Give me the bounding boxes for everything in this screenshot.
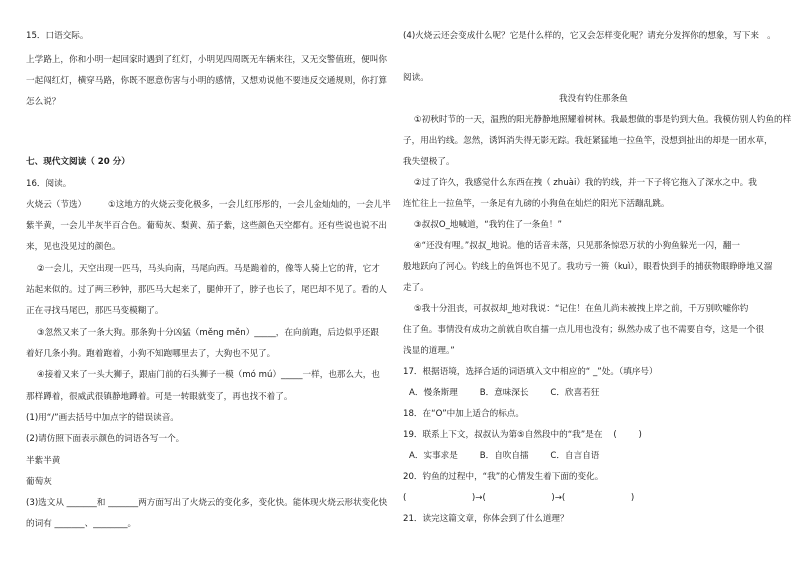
- section-7-title: 七、现代文阅读（ 20 分）: [26, 157, 130, 167]
- question-19: 19．联系上下文，叔叔认为第⑤自然段中的“我”是在 ( ): [403, 430, 642, 440]
- story-line: ④接着又来了一头大狮子，跟庙门前的石头狮子一模（mó mú）_____一样，也那么大，也: [26, 370, 380, 380]
- passage-line: ⑤我十分沮丧，可叔叔却_地对我说：“记住！在鱼儿尚未被拽上岸之前，千万别吹嘘你钓: [403, 304, 749, 314]
- sub-question: (2)请仿照下面表示颜色的词语各写一个。: [26, 434, 185, 444]
- story-line: ②一会儿，天空出现一匹马，马头向南，马尾向西。马是跪着的，像等人骑上它的背，它才: [26, 264, 380, 274]
- passage-line: ④“还没有哩。”叔叔_地说。他的话音未落，只见那条惊恐万状的小狗鱼躲光一闪，翻一: [403, 241, 740, 251]
- q16-subquestion-4: (4)火烧云还会变成什么呢？它是什么样的，它又会怎样变化呢？请充分发挥你的想象，写下来 。: [403, 31, 776, 41]
- color-word-example: 半紫半黄: [26, 456, 61, 466]
- passage-line: 我失望极了。: [403, 157, 455, 167]
- passage-line: 子，用出钓线。忽然，诱饵消失得无影无踪。我赶紧猛地一拉鱼竿，没想到扯出的却是一团水草，: [403, 136, 773, 146]
- q15-paragraph-line: 一起闯红灯，横穿马路，你既不愿意伤害与小明的感情，又想劝说他不要违反交通规则，你打算: [26, 76, 387, 86]
- passage-line: 般地跃向了河心。钓线上的鱼饵也不见了。我功亏一篑（kuì），眼看快到手的捕获物眼睁睁地又溜: [403, 262, 773, 272]
- question-18: 18．在“O”中加上适合的标点。: [403, 409, 524, 419]
- passage-line: ②过了许久，我感觉什么东西在拽（ zhuài）我的钓线，并一下子将它拖入了深水之中。我: [403, 178, 757, 188]
- color-word-example: 葡萄灰: [26, 477, 52, 487]
- question-17: 17．根据语境，选择合适的词语填入文中相应的“ _”处。（填序号）: [403, 367, 658, 377]
- passage-line: 走了。: [403, 283, 429, 293]
- passage-line: 浅显的道理。”: [403, 346, 455, 356]
- sub-question: 的词有 _______、________。: [26, 519, 137, 529]
- story-line: ③忽然又来了一条大狗。那条狗十分凶猛（měng měn）_____，在向前跑，后边似乎还跟: [26, 328, 379, 338]
- story-line: 那样蹲着，很威武很镇静地蹲着。可是一转眼就变了，再也找不着了。: [26, 392, 293, 402]
- q20-answer-blanks: ( )→( )→( ): [403, 493, 635, 503]
- story-line: 紫半黄，一会儿半灰半百合色。葡萄灰、梨黄、茄子紫，这些颜色天空都有。还有些说也说不出: [26, 221, 387, 231]
- passage-line: 住了鱼。事情没有成功之前就自吹自擂一点儿用也没有；纵然办成了也不需要自夸，这是一个很: [403, 325, 764, 335]
- passage-line: ①初秋时节的一天，温煦的阳光静静地照耀着树林。我最想做的事是钓到大鱼。我模仿别人钓鱼的样: [403, 115, 792, 125]
- passage-line: ③叔叔O_地喊道，“我钓住了一条鱼！”: [403, 220, 562, 230]
- q16-title: 16．阅读。: [26, 179, 72, 189]
- story-line: 站起来似的。过了两三秒钟，那匹马大起来了，腿伸开了，脖子也长了，尾巴却不见了。看的人: [26, 285, 387, 295]
- story-line: 火烧云（节选） ①这地方的火烧云变化极多，一会儿红彤彤的，一会儿金灿灿的，一会儿半: [26, 200, 391, 210]
- reading-label: 阅读。: [403, 73, 429, 83]
- question-21: 21．读完这篇文章，你体会到了什么道理？: [403, 514, 569, 524]
- passage-title: 我没有钓住那条鱼: [559, 94, 628, 104]
- passage-line: 连忙往上一拉鱼竿，一条足有九磅的小狗鱼在灿烂的阳光下活蹦乱跳。: [403, 199, 670, 209]
- sub-question: (1)用“/”画去括号中加点字的错误读音。: [26, 413, 179, 423]
- q15-paragraph-line: 上学路上，你和小明一起回家时遇到了红灯，小明见四周既无车辆来往，又无交警值班，便叫你: [26, 55, 387, 65]
- q19-options: A．实事求是 B．自吹自擂 C．自言自语: [409, 451, 600, 461]
- story-line: 着好几条小狗。跑着跑着，小狗不知跑哪里去了，大狗也不见了。: [26, 349, 276, 359]
- sub-question: (3)选文从 _______和 _______两方面写出了火烧云的变化多，变化快。能体现火烧云形状变化快: [26, 498, 388, 508]
- story-line: 正在寻找马尾巴，那匹马变模糊了。: [26, 306, 164, 316]
- question-20: 20．钓鱼的过程中，“我”的心情发生着下面的变化。: [403, 472, 604, 482]
- q15-title: 15．口语交际。: [26, 31, 89, 41]
- q15-paragraph-line: 怎么说？: [26, 97, 61, 107]
- story-line: 来，见也没见过的颜色。: [26, 242, 121, 252]
- q17-options: A．慢条斯理 B．意味深长 C．欣喜若狂: [409, 388, 600, 398]
